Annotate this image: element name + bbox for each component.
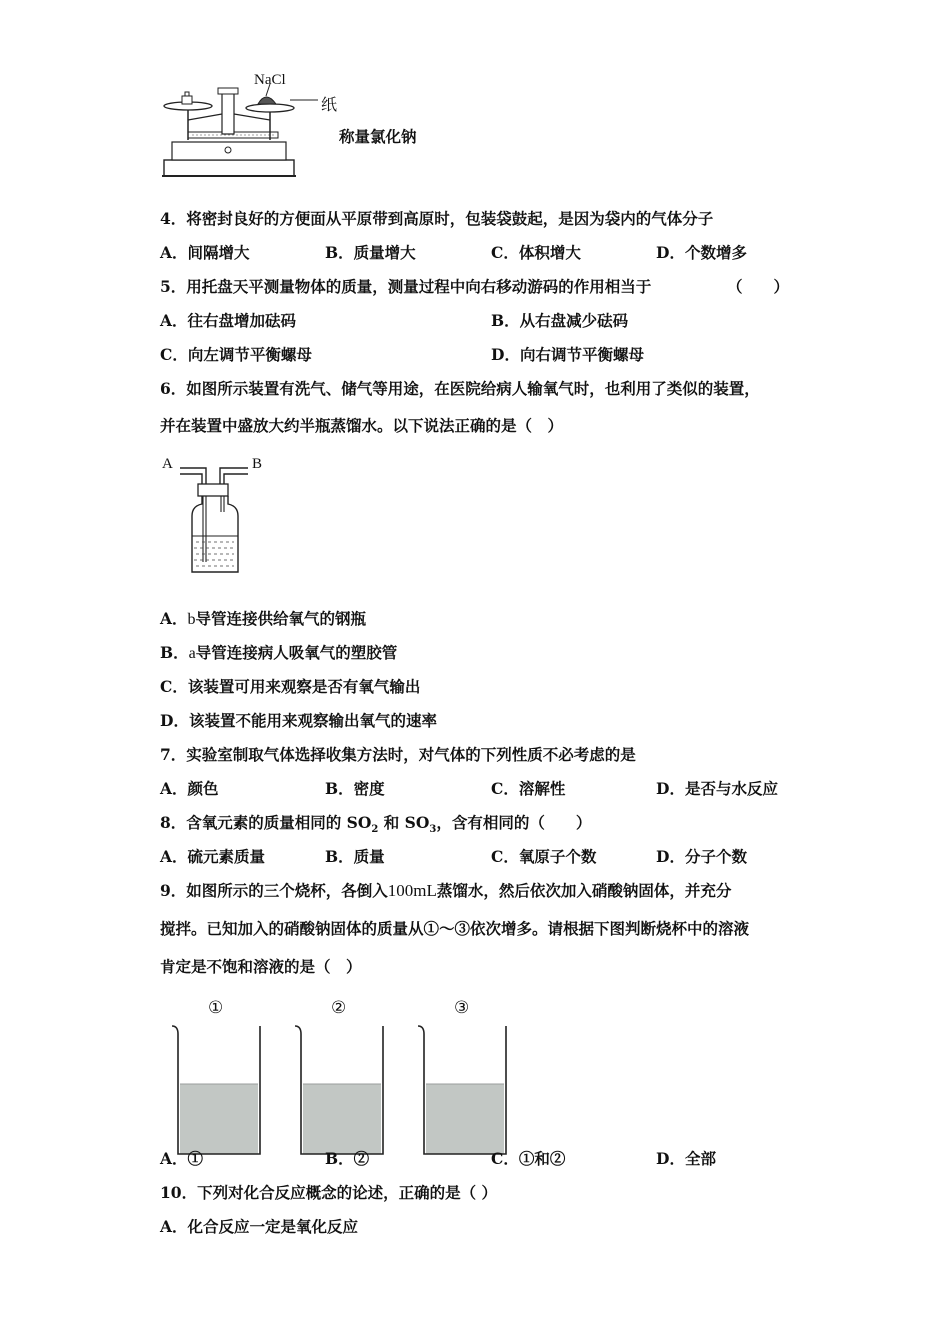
beaker-1-label: ① — [208, 998, 224, 1017]
q5-option-b[interactable]: B．从右盘减少砝码 — [491, 311, 629, 330]
question-9-stem-line1 — [160, 881, 731, 901]
q6-option-a-prefix: A． — [160, 609, 188, 628]
q9-option-b[interactable]: B．② — [325, 1149, 370, 1168]
q8-option-d[interactable]: D．分子个数 — [656, 847, 747, 866]
q6-option-d[interactable] — [160, 711, 437, 731]
balance-figure — [158, 70, 358, 185]
q9-option-a[interactable]: A．① — [160, 1149, 204, 1168]
q8-stem-mid: 和 SO — [378, 813, 430, 832]
q6-option-b[interactable] — [160, 643, 397, 664]
q8-sub-1: 2 — [371, 824, 379, 836]
q6-option-c-prefix: C． — [160, 677, 188, 696]
q5-option-c[interactable]: C．向左调节平衡螺母 — [160, 345, 312, 364]
q6-option-c-text: 该装置可用来观察是否有氧气输出 — [187, 677, 421, 696]
q8-option-b[interactable]: B．质量 — [325, 847, 385, 866]
bottle-label-a: A — [162, 456, 173, 472]
bottle-label-b: B — [252, 456, 263, 472]
q7-option-c[interactable]: C．溶解性 — [491, 779, 566, 798]
q6-option-d-text: 该装置不能用来观察输出氧气的速率 — [188, 711, 437, 730]
nacl-label: NaCl — [254, 72, 286, 88]
q8-stem-pre: 8．含氧元素的质量相同的 SO — [160, 813, 372, 832]
q8-sub-2: 3 — [429, 824, 437, 836]
q5-option-d[interactable]: D．向右调节平衡螺母 — [491, 345, 644, 364]
question-10-stem: 10．下列对化合反应概念的论述，正确的是（ ） — [160, 1183, 497, 1202]
q8-option-c[interactable]: C．氧原子个数 — [491, 847, 597, 866]
q4-option-c[interactable]: C．体积增大 — [491, 243, 581, 262]
q4-option-d[interactable]: D．个数增多 — [656, 243, 747, 262]
q9-stem-volume: 100mL — [387, 881, 437, 900]
beaker-2-drawing — [293, 1024, 389, 1156]
q8-stem-post: ，含有相同的（ ） — [436, 813, 592, 832]
beaker-2-label: ② — [331, 998, 347, 1017]
q9-stem-pre: 9．如图所示的三个烧杯，各倒入 — [160, 881, 388, 900]
figure-caption: 称量氯化钠 — [339, 127, 417, 146]
beaker-3-label: ③ — [454, 998, 470, 1017]
question-9-stem-line2: 搅拌。已知加入的硝酸钠固体的质量从①～③依次增多。请根据下图判断烧杯中的溶液 — [160, 919, 750, 938]
q6-option-b-text: 导管连接病人吸氧气的塑胶管 — [195, 643, 398, 662]
q10-option-a[interactable]: A．化合反应一定是氧化反应 — [160, 1217, 359, 1236]
q8-option-a[interactable]: A．硫元素质量 — [160, 847, 266, 866]
question-5-paren: （ ） — [727, 277, 790, 296]
q7-option-a[interactable]: A．颜色 — [160, 779, 219, 798]
q9-stem-post: 蒸馏水，然后依次加入硝酸钠固体，并充分 — [436, 881, 732, 900]
question-6-stem-line2: 并在装置中盛放大约半瓶蒸馏水。以下说法正确的是（ ） — [160, 416, 564, 435]
question-9-stem-line3: 肯定是不饱和溶液的是（ ） — [160, 957, 362, 976]
q6-option-d-prefix: D． — [160, 711, 189, 730]
gas-bottle-figure — [160, 454, 270, 578]
paper-label: 纸 — [321, 97, 338, 114]
q7-option-b[interactable]: B．密度 — [325, 779, 385, 798]
q9-option-d[interactable]: D．全部 — [656, 1149, 716, 1168]
q6-option-a-text: 导管连接供给氧气的钢瓶 — [195, 609, 367, 628]
question-8-stem — [160, 813, 591, 840]
question-6-stem-line1: 6．如图所示装置有洗气、储气等用途，在医院给病人输氧气时，也利用了类似的装置， — [160, 379, 760, 398]
q6-option-c[interactable] — [160, 677, 420, 697]
question-5-stem: 5．用托盘天平测量物体的质量，测量过程中向右移动游码的作用相当于 — [160, 277, 652, 296]
q6-option-b-prefix: B． — [160, 643, 189, 662]
q6-option-b-var: a — [188, 645, 196, 662]
question-4-stem: 4．将密封良好的方便面从平原带到高原时，包装袋鼓起，是因为袋内的气体分子 — [160, 209, 714, 228]
q4-option-b[interactable]: B．质量增大 — [325, 243, 416, 262]
q9-option-c[interactable]: C．①和② — [491, 1149, 566, 1168]
beaker-1-drawing — [170, 1024, 266, 1156]
q7-option-d[interactable]: D．是否与水反应 — [656, 779, 778, 798]
q6-option-a[interactable] — [160, 609, 366, 630]
question-7-stem: 7．实验室制取气体选择收集方法时，对气体的下列性质不必考虑的是 — [160, 745, 636, 764]
beaker-3-drawing — [416, 1024, 512, 1156]
q4-option-a[interactable]: A．间隔增大 — [160, 243, 250, 262]
q6-option-a-var: b — [187, 611, 196, 628]
q5-option-a[interactable]: A．往右盘增加砝码 — [160, 311, 297, 330]
